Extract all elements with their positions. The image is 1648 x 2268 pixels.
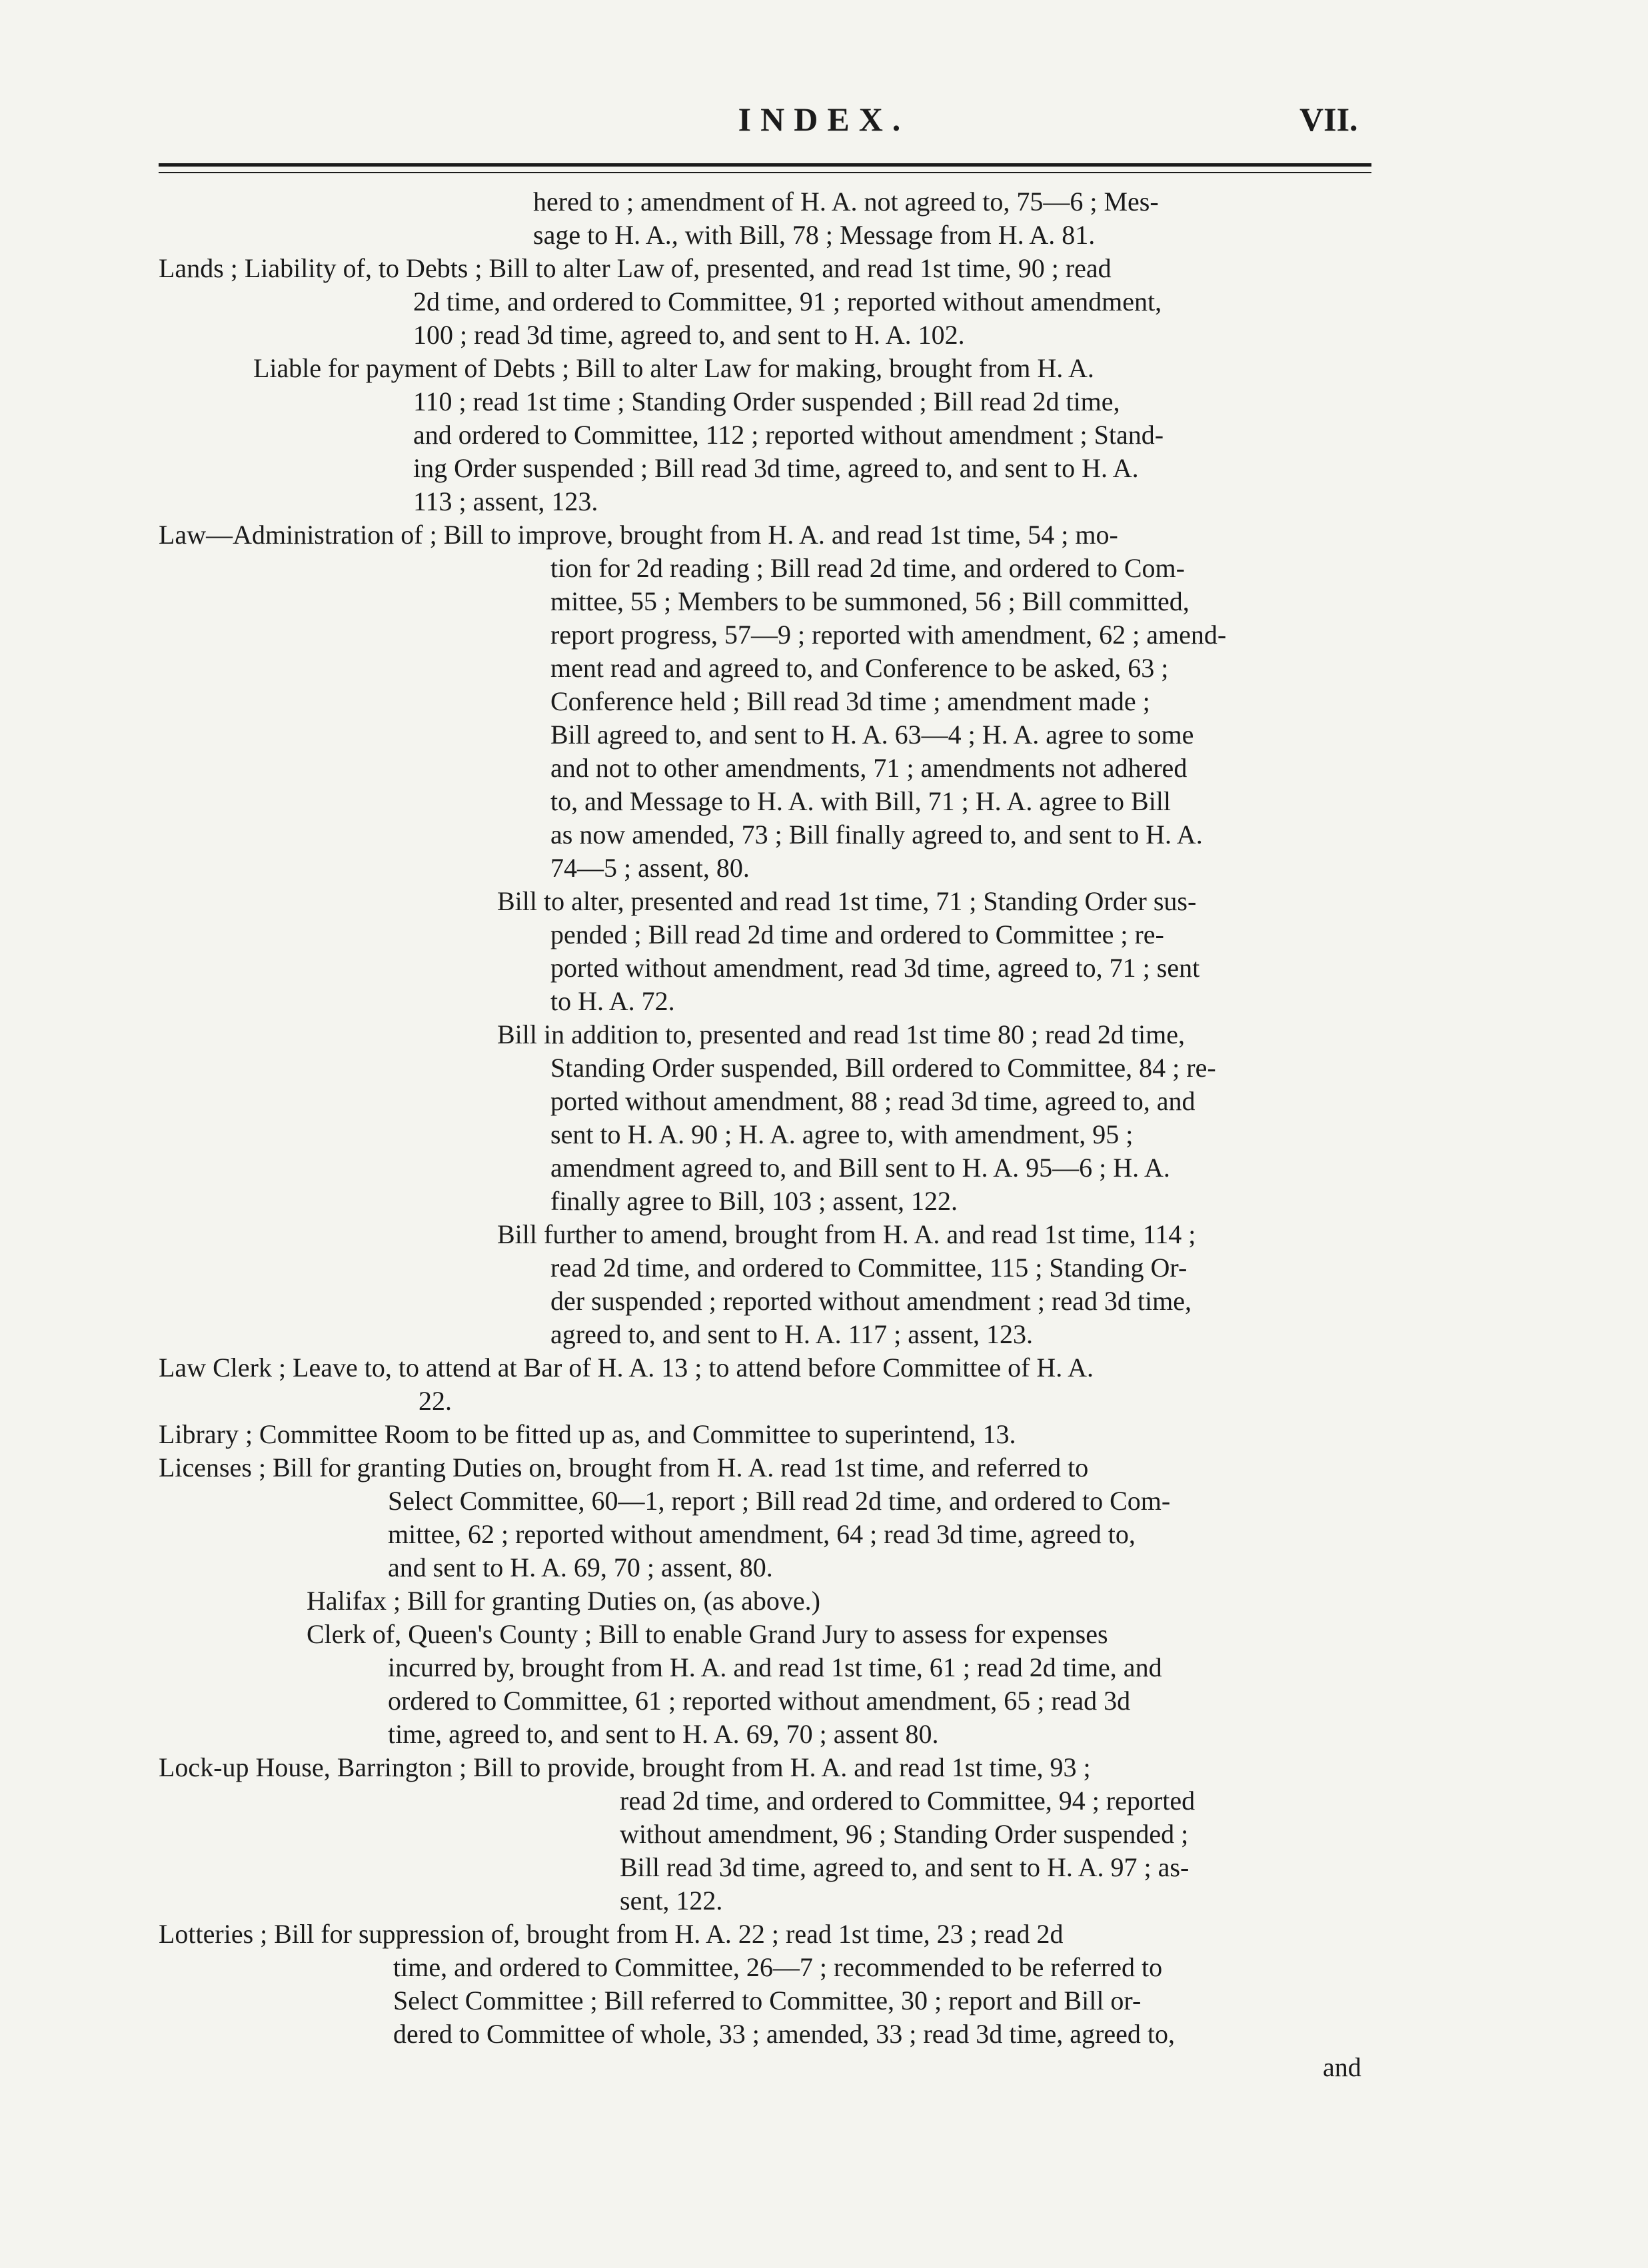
index-line: tion for 2d reading ; Bill read 2d time, and ordered to Com- xyxy=(550,553,1185,583)
index-line: as now amended, 73 ; Bill finally agreed to, and sent to H. A. xyxy=(550,820,1203,850)
index-entry-heading: Law Clerk ; Leave to, to attend at Bar of H. A. 13 ; to attend before Committee of H. A. xyxy=(159,1353,1094,1383)
index-line: ported without amendment, 88 ; read 3d time, agreed to, and xyxy=(550,1086,1196,1116)
index-line: Bill agreed to, and sent to H. A. 63—4 ; H. A. agree to some xyxy=(550,720,1194,750)
index-line: agreed to, and sent to H. A. 117 ; assent, 123. xyxy=(550,1319,1033,1349)
index-line: and ordered to Committee, 112 ; reported without amendment ; Stand- xyxy=(413,420,1164,450)
index-line: incurred by, brought from H. A. and read 1st time, 61 ; read 2d time, and xyxy=(388,1652,1162,1682)
index-line: Bill read 3d time, agreed to, and sent to H. A. 97 ; as- xyxy=(620,1852,1190,1882)
index-line: Select Committee, 60—1, report ; Bill read 2d time, and ordered to Com- xyxy=(388,1486,1171,1516)
index-line: Select Committee ; Bill referred to Committee, 30 ; report and Bill or- xyxy=(393,1985,1142,2015)
index-line: ported without amendment, read 3d time, agreed to, 71 ; sent xyxy=(550,953,1200,983)
index-entry-heading: Licenses ; Bill for granting Duties on, brought from H. A. read 1st time, and referred to xyxy=(159,1452,1089,1482)
index-line: read 2d time, and ordered to Committee, 115 ; Standing Or- xyxy=(550,1253,1188,1283)
index-line: 22. xyxy=(418,1386,452,1416)
index-line: 2d time, and ordered to Committee, 91 ; reported without amendment, xyxy=(413,286,1162,316)
page-number: VII. xyxy=(1299,101,1358,138)
index-entry-heading: Lotteries ; Bill for suppression of, brought from H. A. 22 ; read 1st time, 23 ; read 2d xyxy=(159,1919,1064,1949)
index-line: sage to H. A., with Bill, 78 ; Message from H. A. 81. xyxy=(533,220,1096,250)
index-line: 100 ; read 3d time, agreed to, and sent to H. A. 102. xyxy=(413,320,965,350)
catchword: and xyxy=(1323,2052,1361,2082)
index-line: time, and ordered to Committee, 26—7 ; recommended to be referred to xyxy=(393,1952,1163,1982)
index-line: hered to ; amendment of H. A. not agreed to, 75—6 ; Mes- xyxy=(533,187,1159,217)
index-line: mittee, 55 ; Members to be summoned, 56 ; Bill committed, xyxy=(550,586,1190,616)
index-line: sent to H. A. 90 ; H. A. agree to, with amendment, 95 ; xyxy=(550,1119,1134,1149)
index-line: ordered to Committee, 61 ; reported without amendment, 65 ; read 3d xyxy=(388,1686,1131,1716)
index-line: to, and Message to H. A. with Bill, 71 ; H. A. agree to Bill xyxy=(550,786,1172,816)
index-line: report progress, 57—9 ; reported with amendment, 62 ; amend- xyxy=(550,620,1227,650)
index-subentry: Bill to alter, presented and read 1st time, 71 ; Standing Order sus- xyxy=(497,886,1197,916)
page-title: INDEX. xyxy=(738,101,910,138)
index-line: time, agreed to, and sent to H. A. 69, 70 ; assent 80. xyxy=(388,1719,939,1749)
index-line: 110 ; read 1st time ; Standing Order suspended ; Bill read 2d time, xyxy=(413,386,1120,416)
index-line: 74—5 ; assent, 80. xyxy=(550,853,750,883)
index-line: Standing Order suspended, Bill ordered to Committee, 84 ; re- xyxy=(550,1053,1216,1083)
index-entry-heading: Lock-up House, Barrington ; Bill to provide, brought from H. A. and read 1st time, 93 ; xyxy=(159,1752,1091,1782)
index-line: read 2d time, and ordered to Committee, 94 ; reported xyxy=(620,1786,1196,1816)
index-line: finally agree to Bill, 103 ; assent, 122. xyxy=(550,1186,958,1216)
index-line: to H. A. 72. xyxy=(550,986,675,1016)
index-subentry: Bill further to amend, brought from H. A. and read 1st time, 114 ; xyxy=(497,1219,1196,1249)
index-line: ment read and agreed to, and Conference to be asked, 63 ; xyxy=(550,653,1169,683)
index-line: ing Order suspended ; Bill read 3d time, agreed to, and sent to H. A. xyxy=(413,453,1139,483)
index-line: der suspended ; reported without amendment ; read 3d time, xyxy=(550,1286,1192,1316)
index-entry-heading: Lands ; Liability of, to Debts ; Bill to alter Law of, presented, and read 1st time, 90 ; read xyxy=(159,253,1112,283)
index-line: without amendment, 96 ; Standing Order suspended ; xyxy=(620,1819,1189,1849)
index-subentry: Halifax ; Bill for granting Duties on, (as above.) xyxy=(307,1586,820,1616)
index-line: dered to Committee of whole, 33 ; amended, 33 ; read 3d time, agreed to, xyxy=(393,2019,1175,2049)
index-line: Conference held ; Bill read 3d time ; amendment made ; xyxy=(550,686,1150,716)
index-entry-heading: Law—Administration of ; Bill to improve, brought from H. A. and read 1st time, 54 ; mo- xyxy=(159,520,1118,550)
index-entry-heading: Library ; Committee Room to be fitted up as, and Committee to superintend, 13. xyxy=(159,1419,1016,1449)
index-line: pended ; Bill read 2d time and ordered to Committee ; re- xyxy=(550,919,1164,949)
index-subentry: Bill in addition to, presented and read 1st time 80 ; read 2d time, xyxy=(497,1019,1185,1049)
index-line: amendment agreed to, and Bill sent to H. A. 95—6 ; H. A. xyxy=(550,1153,1170,1183)
index-subentry: Liable for payment of Debts ; Bill to alter Law for making, brought from H. A. xyxy=(253,353,1094,383)
index-line: and sent to H. A. 69, 70 ; assent, 80. xyxy=(388,1552,773,1582)
index-line: and not to other amendments, 71 ; amendments not adhered xyxy=(550,753,1188,783)
index-line: mittee, 62 ; reported without amendment, 64 ; read 3d time, agreed to, xyxy=(388,1519,1136,1549)
index-line: 113 ; assent, 123. xyxy=(413,486,598,516)
index-subentry: Clerk of, Queen's County ; Bill to enable Grand Jury to assess for expenses xyxy=(307,1619,1108,1649)
index-line: sent, 122. xyxy=(620,1886,723,1916)
